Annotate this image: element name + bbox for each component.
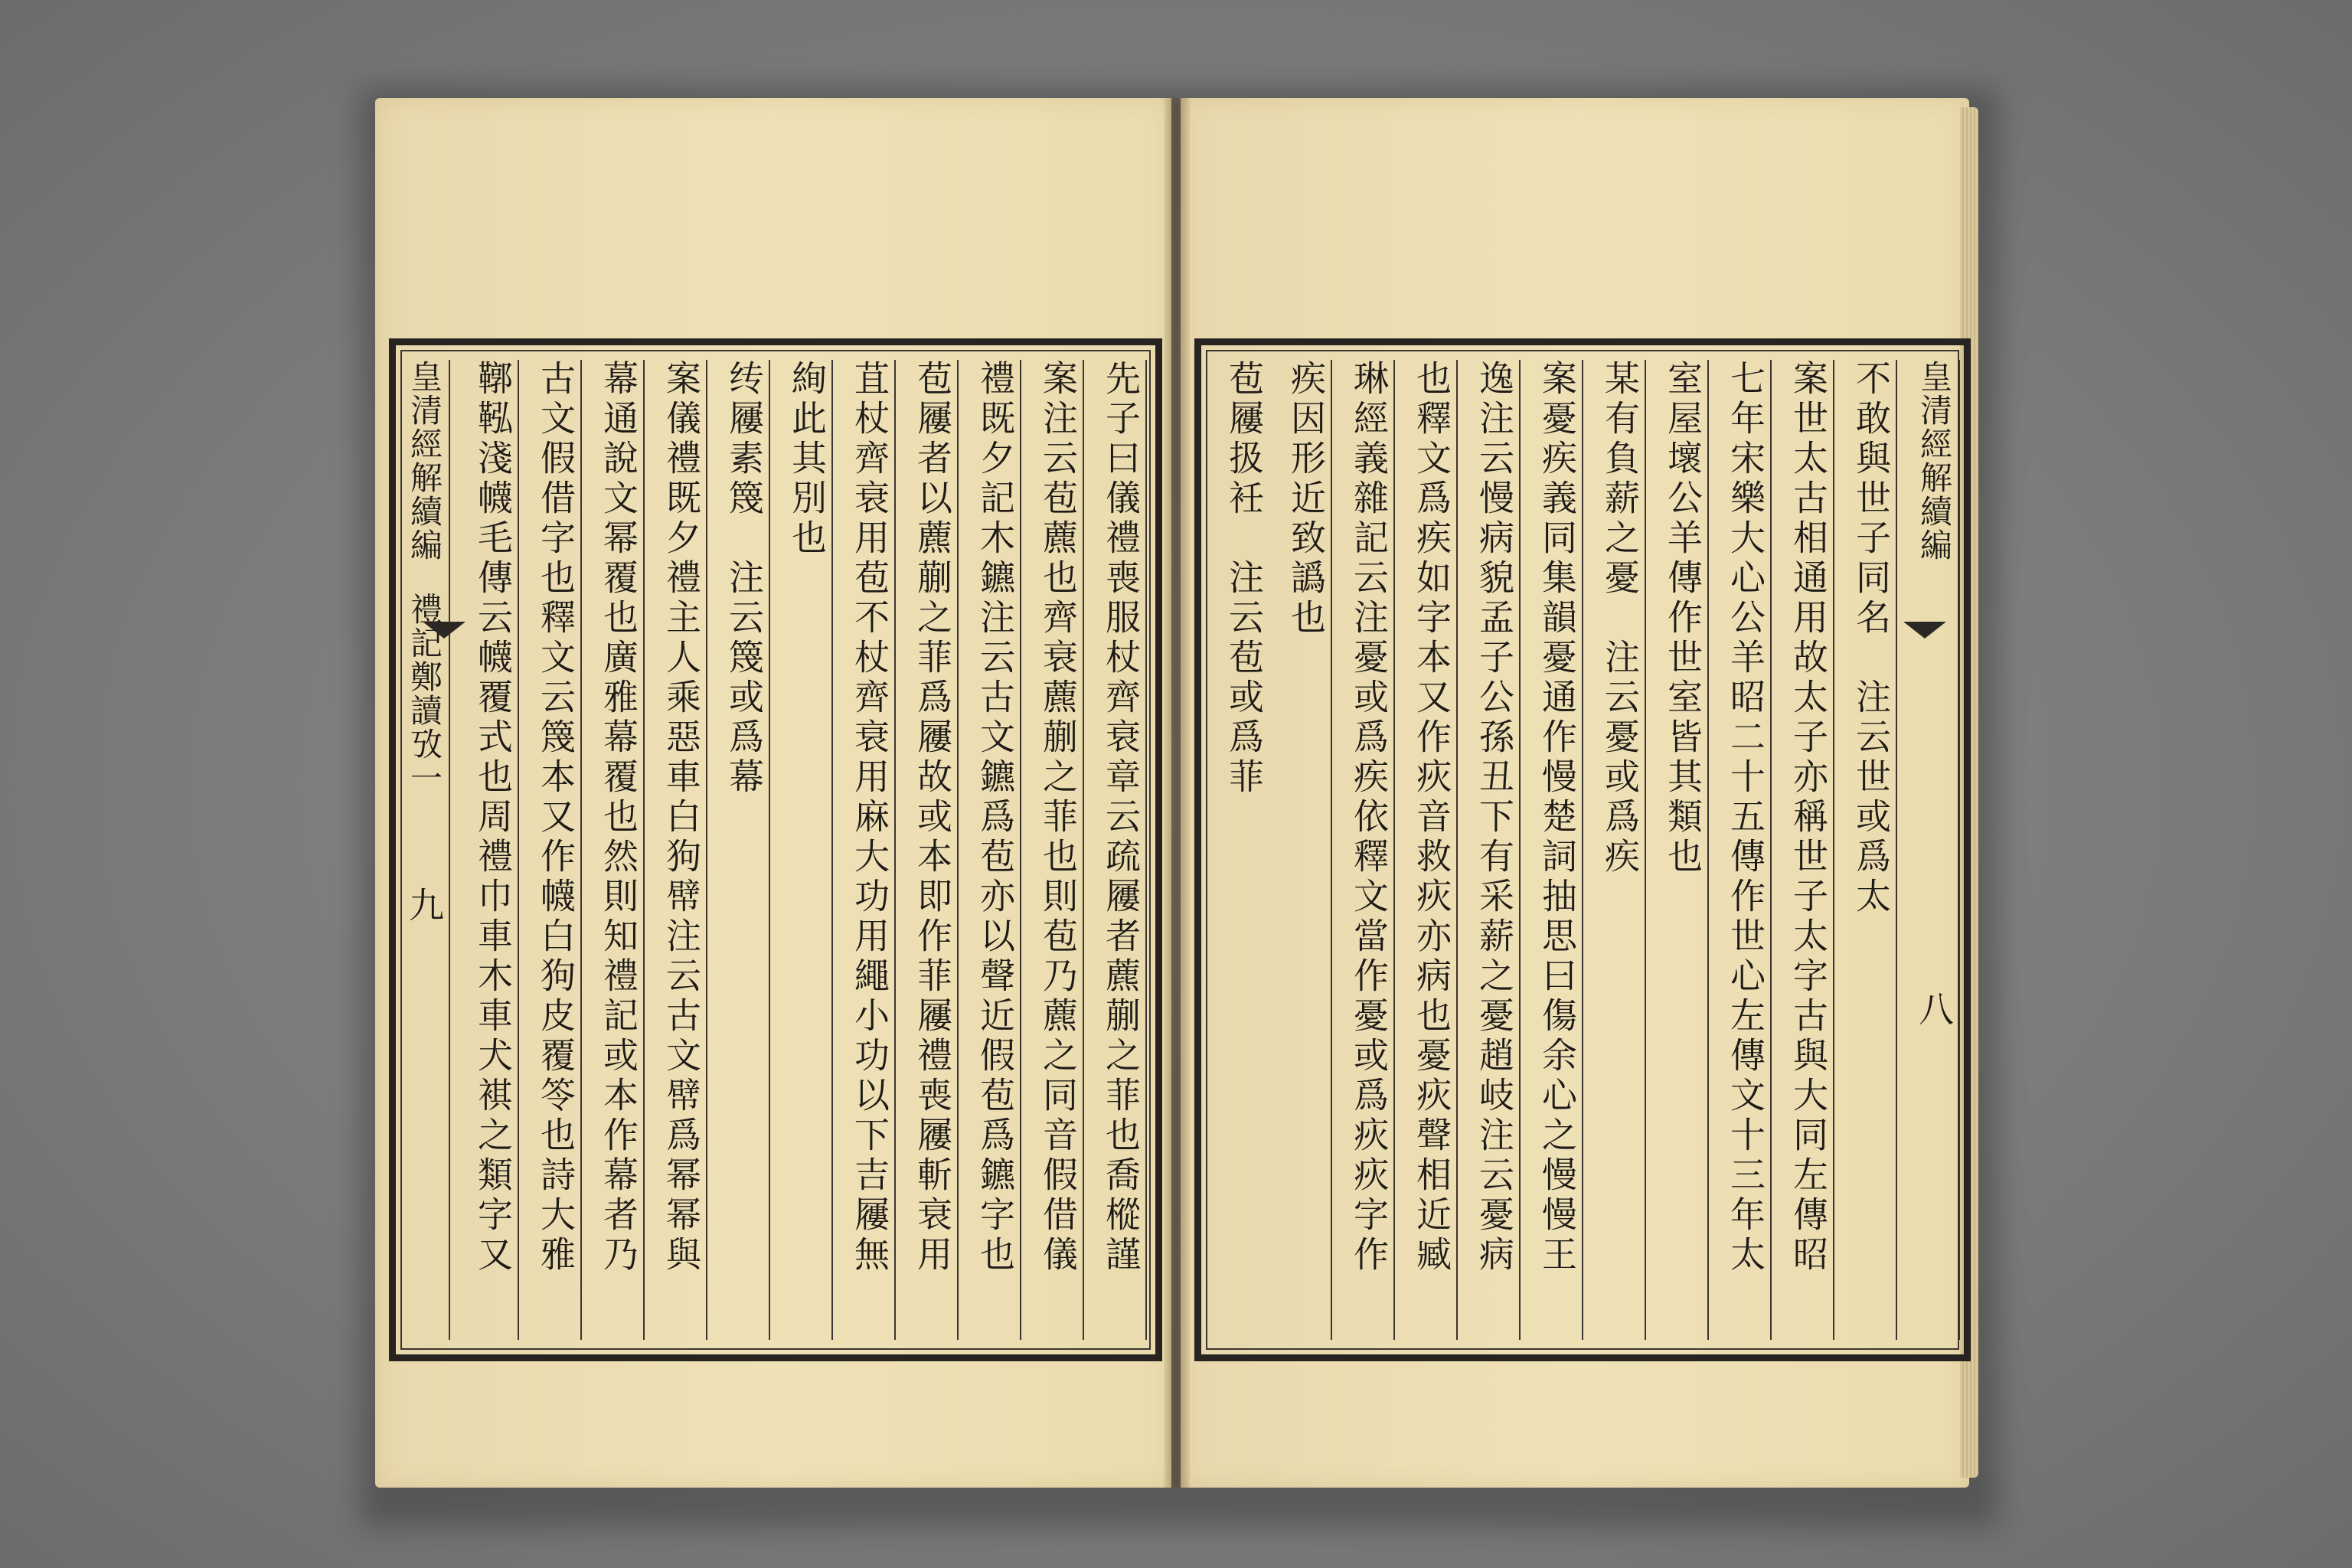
left-col-7 xyxy=(720,360,770,1340)
left-col-3 xyxy=(971,360,1021,1340)
text-line: 案憂疾義同集韻憂通作慢楚詞抽思曰傷余心之慢慢王 xyxy=(1537,360,1578,1276)
text-line: 禮既夕記木鑣注云古文鑣爲苞亦以聲近假苞爲鑣字也 xyxy=(975,360,1016,1276)
text-line: 不敢與世子同名 注云世或爲太 xyxy=(1851,360,1892,917)
text-line: 鞹鞃淺幭毛傳云幭覆式也周禮巾車木車犬褀之類字又 xyxy=(472,360,514,1276)
text-line: 逸注云慢病貌孟子公孫丑下有采薪之憂趙岐注云憂病 xyxy=(1474,360,1515,1276)
text-line: 絢此其別也 xyxy=(786,360,828,559)
left-col-6 xyxy=(782,360,833,1340)
right-col-4 xyxy=(1658,360,1709,1340)
text-line: 䌸屨素篾 注云篾或爲幕 xyxy=(724,360,765,798)
left-col-4 xyxy=(908,360,959,1340)
right-col-11 xyxy=(1219,360,1269,1340)
right-col-1 xyxy=(1847,360,1897,1340)
text-line: 苴杖齊衰用苞不杖齊衰用麻大功用繩小功以下吉屨無 xyxy=(849,360,890,1276)
text-line: 案儀禮既夕禮主人乘惡車白狗幦注云古文幦爲幂幂與 xyxy=(661,360,702,1276)
right-folio: 八 xyxy=(1913,991,1955,1031)
text-line: 苞屨者以藨蒯之菲爲屨故或本即作菲屨禮喪屨斬衰用 xyxy=(912,360,953,1276)
left-fishtail-mark xyxy=(423,622,466,639)
left-margin-title: 皇清經解續編 xyxy=(406,360,443,562)
left-margin-column xyxy=(400,360,450,1340)
right-fishtail-mark xyxy=(1903,622,1946,639)
text-line: 室屋壞公羊傳作世室皆其類也 xyxy=(1662,360,1704,877)
right-col-5 xyxy=(1596,360,1646,1340)
text-line: 疾因形近致譌也 xyxy=(1285,360,1327,639)
text-line: 案注云苞藨也齊衰藨蒯之菲也則苞乃藨之同音假借儀 xyxy=(1037,360,1079,1276)
left-col-1 xyxy=(1096,360,1147,1340)
text-line: 古文假借字也釋文云篾本又作幭白狗皮覆笭也詩大雅 xyxy=(535,360,577,1276)
text-line: 苞屨扱衽 注云苞或爲菲 xyxy=(1223,360,1265,798)
left-col-11 xyxy=(469,360,519,1340)
right-col-10 xyxy=(1282,360,1332,1340)
right-col-8 xyxy=(1407,360,1458,1340)
left-col-10 xyxy=(531,360,582,1340)
text-line: 案世太古相通用故太子亦稱世子太字古與大同左傳昭 xyxy=(1788,360,1829,1276)
left-col-8 xyxy=(657,360,707,1340)
text-line: 先子曰儀禮喪服杖齊衰章云疏屨者藨蒯之菲也喬樅謹 xyxy=(1100,360,1142,1276)
right-margin-column xyxy=(1909,360,1960,1340)
left-folio: 九 xyxy=(403,887,445,926)
right-col-9 xyxy=(1344,360,1395,1340)
right-col-3 xyxy=(1721,360,1772,1340)
text-line: 七年宋樂大心公羊昭二十五傳作世心左傳文十三年太 xyxy=(1725,360,1766,1276)
left-col-9 xyxy=(594,360,645,1340)
right-col-7 xyxy=(1470,360,1521,1340)
text-line: 琳經義雜記云注憂或爲疾依釋文當作憂或爲疢疢字作 xyxy=(1348,360,1390,1276)
book-gutter xyxy=(1164,98,1190,1488)
left-col-2 xyxy=(1034,360,1084,1340)
right-margin-title: 皇清經解續編 xyxy=(1916,360,1953,562)
text-line: 幕通說文幂覆也廣雅幕覆也然則知禮記或本作幕者乃 xyxy=(598,360,639,1276)
right-col-6 xyxy=(1533,360,1583,1340)
left-col-5 xyxy=(845,360,896,1340)
text-line: 也釋文爲疾如字本又作疢音救疢亦病也憂疢聲相近臧 xyxy=(1411,360,1452,1276)
text-line: 某有負薪之憂 注云憂或爲疾 xyxy=(1599,360,1641,877)
left-margin-section: 禮記鄭讀攷一 xyxy=(406,593,443,795)
right-col-2 xyxy=(1784,360,1834,1340)
